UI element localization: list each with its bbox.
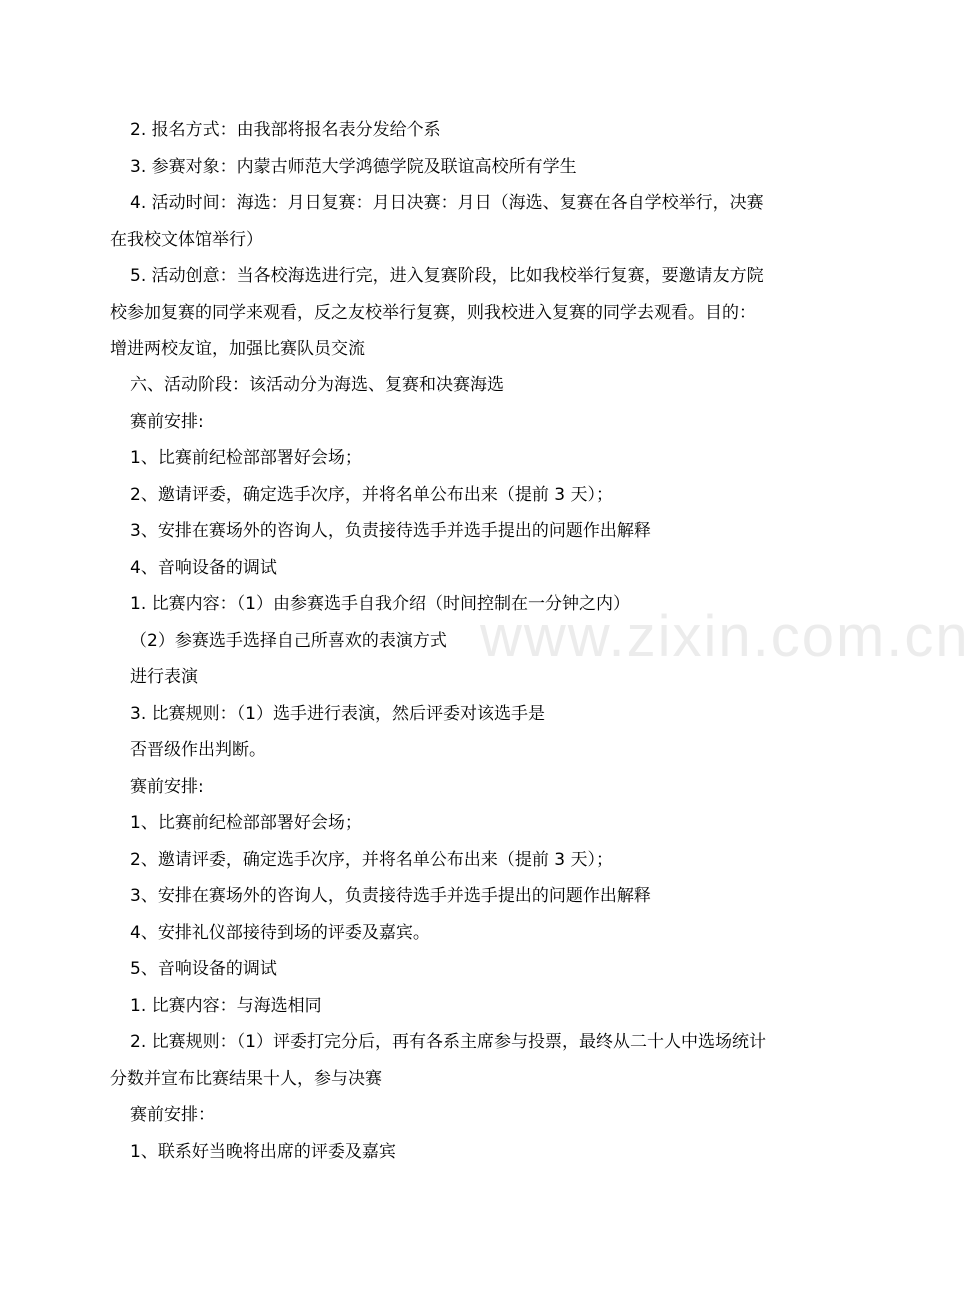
list-item: 2、邀请评委，确定选手次序，并将名单公布出来（提前 3 天）； [130,849,613,870]
text-line: 4. 活动时间：海选：月日复赛：月日决赛：月日（海选、复赛在各自学校举行，决赛 [130,193,764,213]
section-heading: 六、活动阶段：该活动分为海选、复赛和决赛海选 [130,375,504,395]
text-line: 1. 比赛内容：与海选相同 [130,995,322,1016]
list-item: 5、音响设备的调试 [130,959,277,979]
body-text-block-2 [110,367,822,1170]
watermark: www.zixin.com.cn [480,604,970,669]
text-line: 否晋级作出判断。 [130,740,266,760]
list-item: 1、比赛前纪检部部署好会场； [130,448,362,468]
list-item: 1、联系好当晚将出席的评委及嘉宾 [130,1141,396,1162]
list-item: 2、邀请评委，确定选手次序，并将名单公布出来（提前 3 天）； [130,484,613,505]
text-line: 在我校文体馆举行） [110,229,263,250]
list-item: 3、安排在赛场外的咨询人，负责接待选手并选手提出的问题作出解释 [130,521,651,541]
list-item: 1、比赛前纪检部部署好会场； [130,813,362,833]
text-line: 2. 报名方式：由我部将报名表分发给个系 [130,120,441,140]
body-text-block-1 [110,112,822,368]
text-line: 赛前安排: [130,776,204,797]
text-line: 校参加复赛的同学来观看，反之友校举行复赛，则我校进入复赛的同学去观看。目的： [110,302,756,323]
text-line: 赛前安排: [130,411,204,432]
text-line: 进行表演 [130,667,198,687]
text-line: 5. 活动创意：当各校海选进行完，进入复赛阶段，比如我校举行复赛，要邀请友方院 [130,266,764,286]
text-line: （2）参赛选手选择自己所喜欢的表演方式 [130,630,447,651]
text-line: 分数并宣布比赛结果十人，参与决赛 [110,1068,382,1089]
list-item: 4、安排礼仪部接待到场的评委及嘉宾。 [130,922,430,943]
list-item: 4、音响设备的调试 [130,557,277,578]
text-line: 1. 比赛内容：（1）由参赛选手自我介绍（时间控制在一分钟之内） [130,594,630,614]
text-line: 赛前安排： [130,1105,215,1125]
text-line: 3. 比赛规则：（1）选手进行表演，然后评委对该选手是 [130,703,545,724]
text-line: 增进两校友谊，加强比赛队员交流 [110,339,365,359]
text-line: 2. 比赛规则：（1）评委打完分后，再有各系主席参与投票，最终从二十人中选场统计 [130,1032,766,1052]
list-item: 3、安排在赛场外的咨询人，负责接待选手并选手提出的问题作出解释 [130,886,651,906]
text-line: 3. 参赛对象：内蒙古师范大学鸿德学院及联谊高校所有学生 [130,156,577,177]
